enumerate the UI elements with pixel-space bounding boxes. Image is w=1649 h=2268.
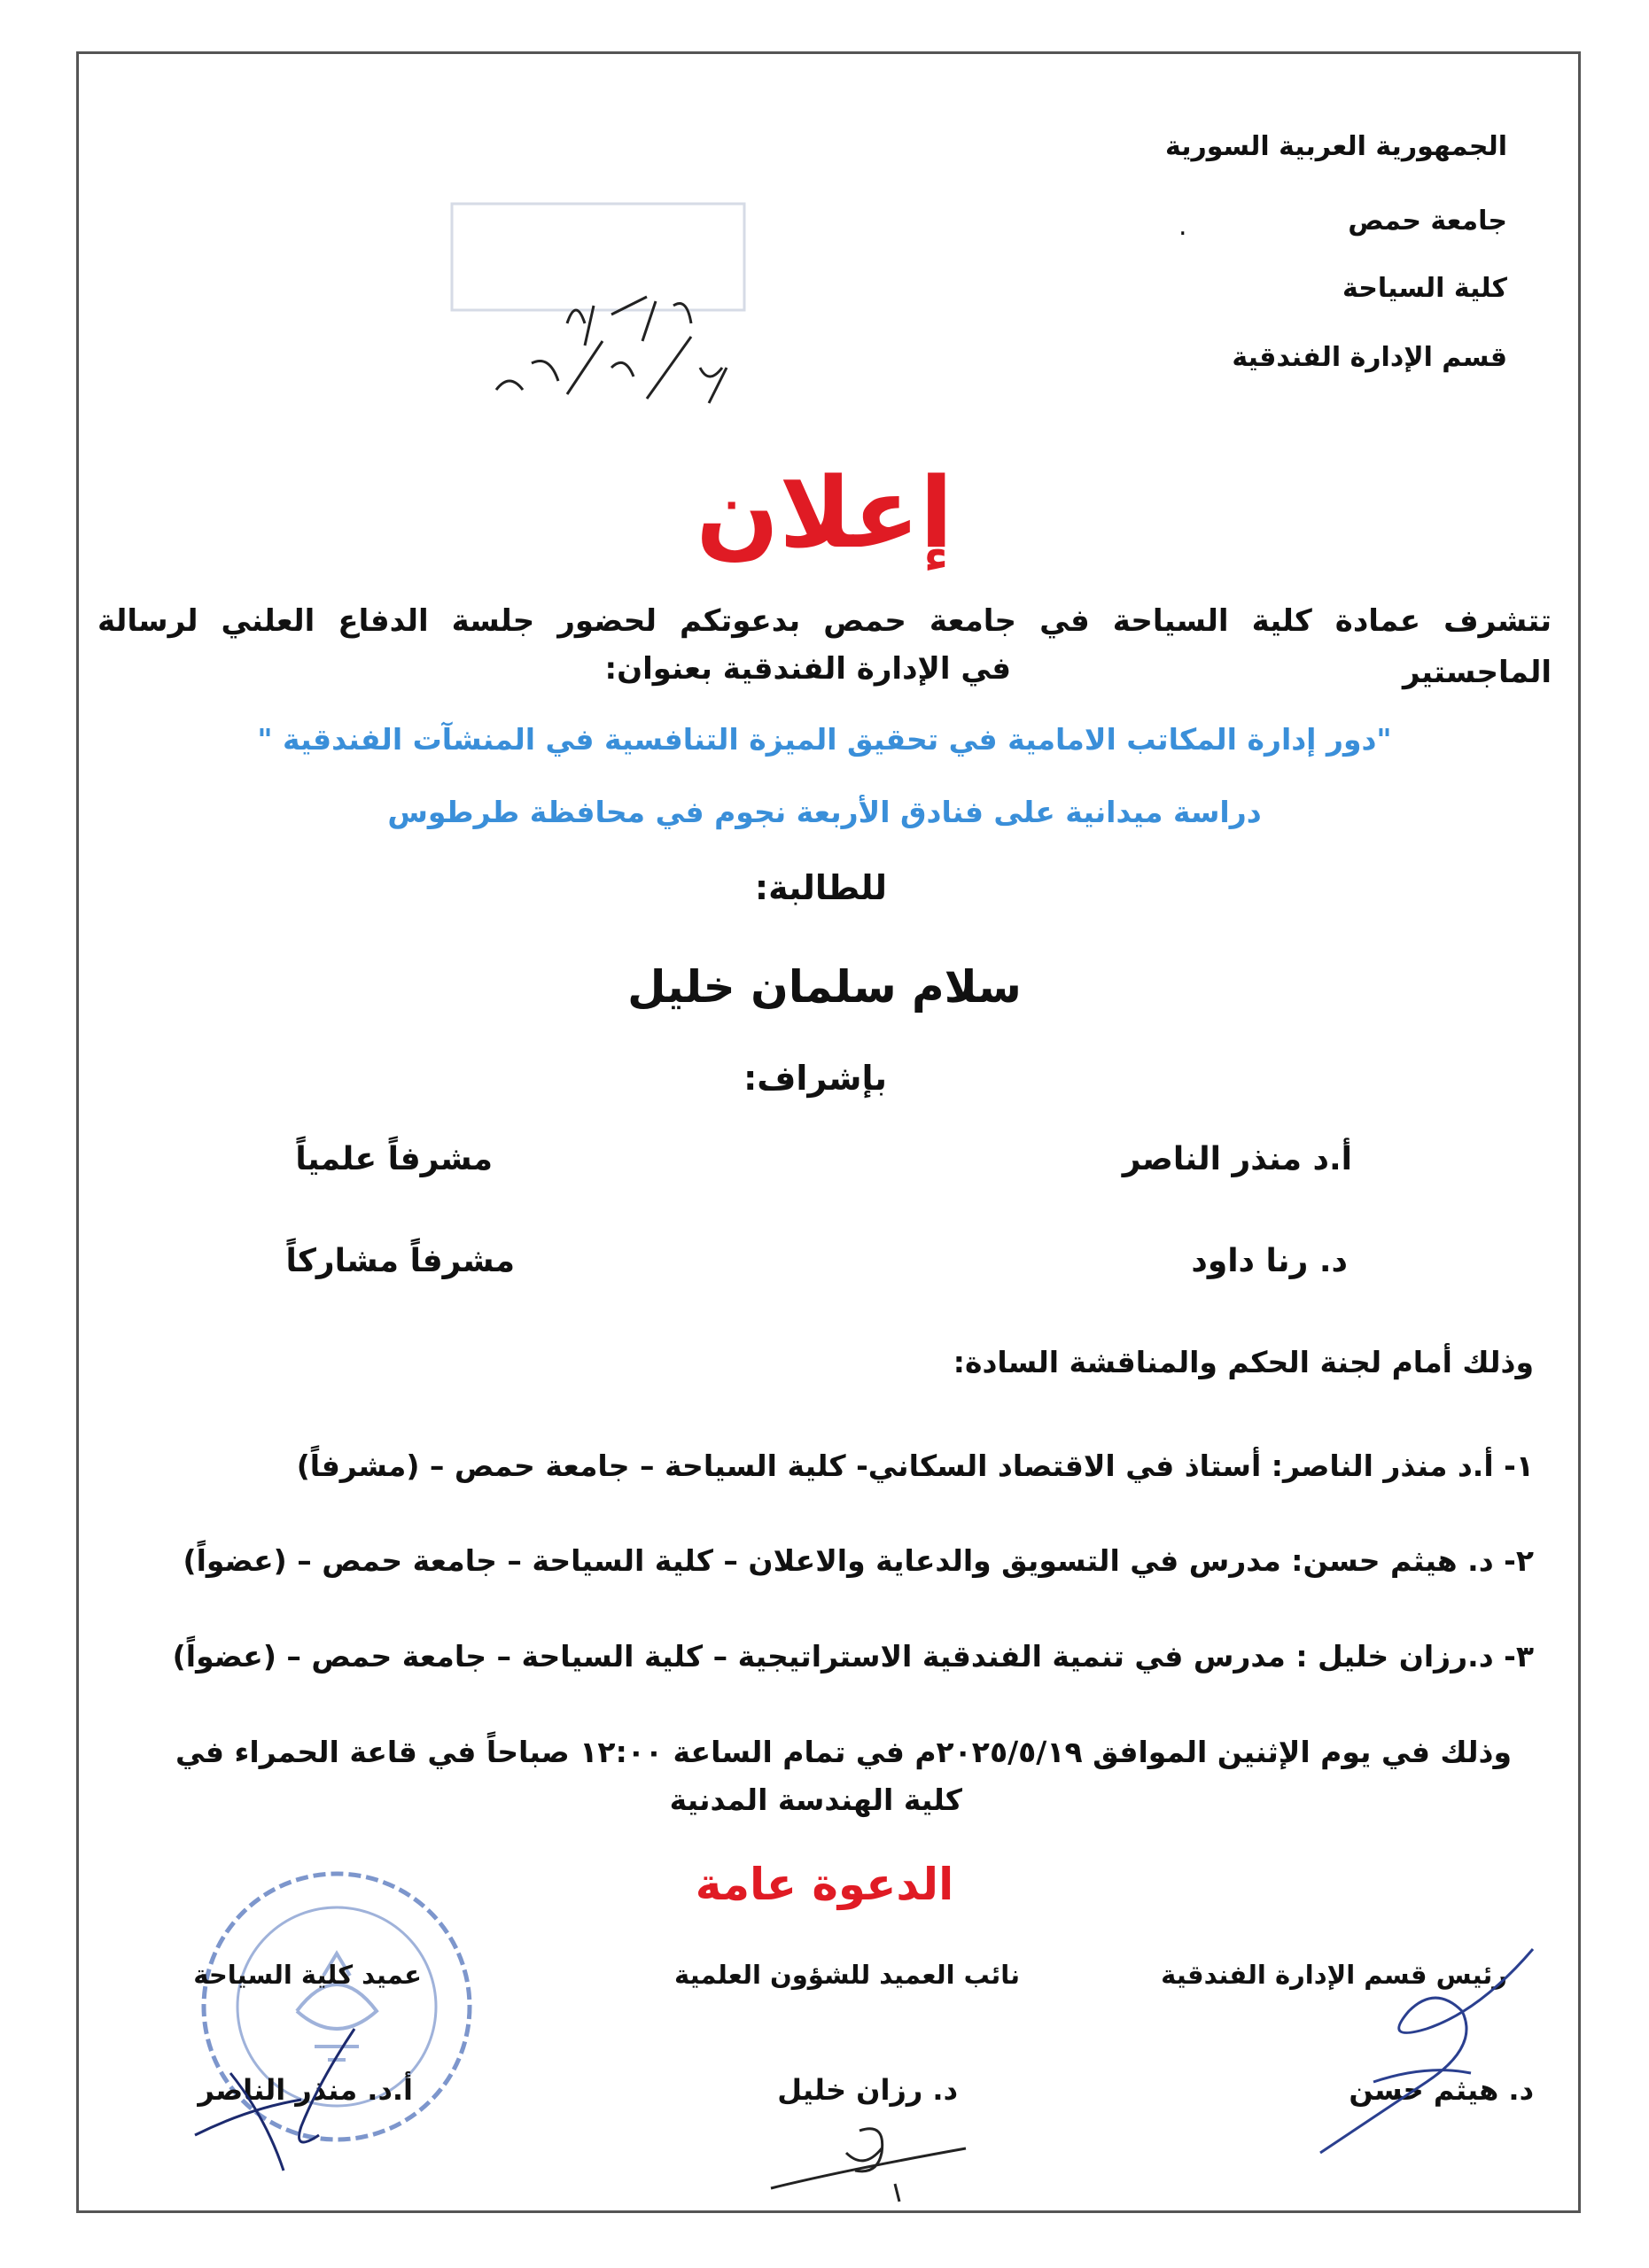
public-invitation: الدعوة عامة xyxy=(695,1859,954,1910)
header-country: الجمهورية العربية السورية xyxy=(1165,131,1507,162)
registry-stamp-handwriting xyxy=(443,199,780,412)
sig-2-title: نائب العميد للشؤون العلمية xyxy=(674,1960,1020,1990)
signature-3-handwritten xyxy=(177,2020,381,2179)
dot-mark: . xyxy=(1178,211,1187,242)
header-department: قسم الإدارة الفندقية xyxy=(1232,342,1507,373)
committee-member-1: ١- أ.د منذر الناصر: أستاذ في الاقتصاد السكاني- كلية السياحة – جامعة حمص – (مشرفاً) xyxy=(296,1449,1534,1483)
thesis-title: "دور إدارة المكاتب الامامية في تحقيق الميزة التنافسية في المنشآت الفندقية " xyxy=(257,722,1392,757)
student-label: للطالبة: xyxy=(754,868,887,907)
supervisor-2-role: مشرفاً مشاركاً xyxy=(285,1243,515,1279)
intro-line-2: في الإدارة الفندقية بعنوان: xyxy=(604,651,1011,687)
header-university: جامعة حمص xyxy=(1348,206,1507,237)
committee-label: وذلك أمام لجنة الحكم والمناقشة السادة: xyxy=(953,1345,1534,1379)
thesis-subtitle: دراسة ميدانية على فنادق الأربعة نجوم في محافظة طرطوس xyxy=(387,795,1262,829)
committee-member-3: ٣- د.رزان خليل : مدرس في تنمية الفندقية الاستراتيجية – كلية السياحة – جامعة حمص – (عضواً) xyxy=(172,1639,1534,1674)
supervisor-2-name: د. رنا داود xyxy=(1191,1243,1348,1279)
schedule-line-1: وذلك في يوم الإثنين الموافق ٢٠٢٥/٥/١٩م في تمام الساعة ١٢:٠٠ صباحاً في قاعة الحمراء في xyxy=(175,1735,1512,1769)
committee-member-2: ٢- د. هيثم حسن: مدرس في التسويق والدعاية والاعلان – كلية السياحة – جامعة حمص – (عضواً) xyxy=(183,1543,1534,1578)
sig-3-title: عميد كلية السياحة xyxy=(193,1960,422,1990)
signature-2-handwritten xyxy=(762,2113,975,2210)
supervisor-1-role: مشرفاً علمياً xyxy=(295,1141,493,1177)
sig-3-name: أ.د. منذر الناصر xyxy=(198,2073,413,2107)
sig-1-name: د. هيثم حسن xyxy=(1349,2073,1534,2107)
signature-1-handwritten xyxy=(1311,1940,1542,2162)
announcement-title: إعلان xyxy=(696,456,953,570)
supervision-label: بإشراف: xyxy=(743,1059,887,1098)
student-name: سلام سلمان خليل xyxy=(627,961,1022,1013)
sig-2-name: د. رزان خليل xyxy=(777,2073,958,2107)
schedule-line-2: كلية الهندسة المدنية xyxy=(669,1783,962,1817)
sig-1-title: رئيس قسم الإدارة الفندقية xyxy=(1161,1960,1507,1990)
header-faculty: كلية السياحة xyxy=(1342,273,1507,304)
supervisor-1-name: أ.د منذر الناصر xyxy=(1122,1141,1352,1177)
intro-line-1: تتشرف عمادة كلية السياحة في جامعة حمص بدعوتكم لحضور جلسة الدفاع العلني لرسالة الماجستير xyxy=(97,603,1552,690)
